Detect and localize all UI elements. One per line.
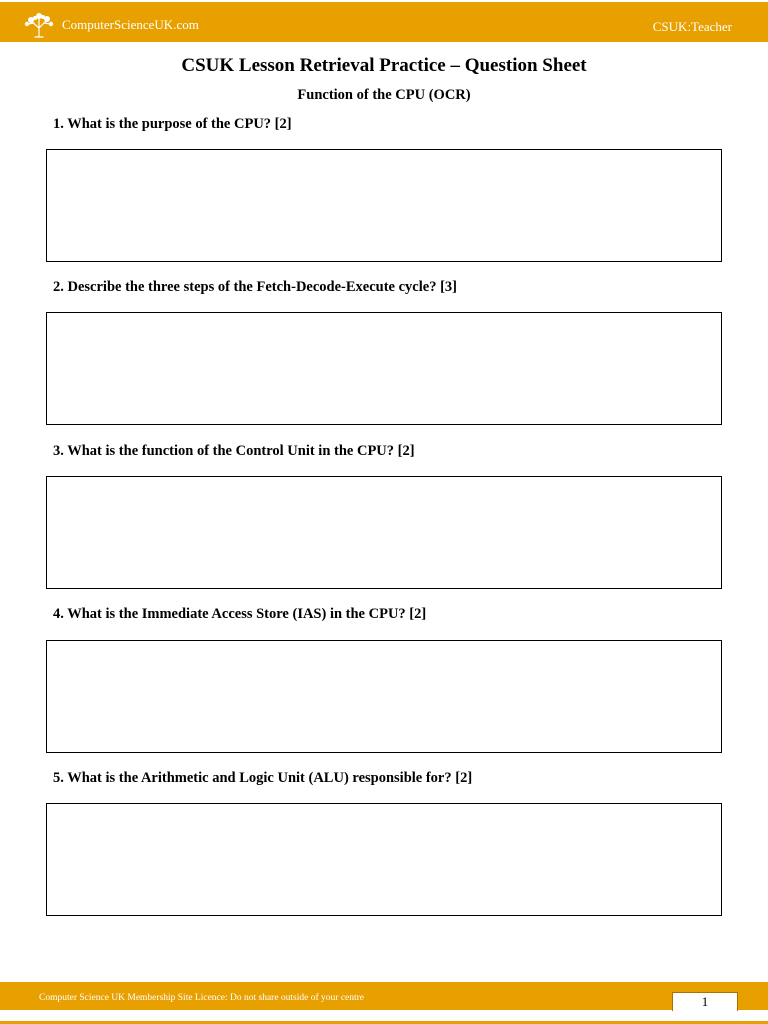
footer-bar	[0, 982, 768, 1010]
site-name[interactable]: ComputerScienceUK.com	[62, 17, 199, 32]
header-bar	[0, 2, 768, 42]
answer-box-3[interactable]	[46, 476, 722, 589]
answer-box-5[interactable]	[46, 803, 722, 916]
tree-logo-icon	[22, 12, 56, 38]
page-title: CSUK Lesson Retrieval Practice – Question Sheet	[181, 55, 587, 76]
question-2: 2. Describe the three steps of the Fetch-Decode-Execute cycle? [3]	[53, 279, 457, 295]
page-number: 1	[672, 992, 738, 1011]
question-5: 5. What is the Arithmetic and Logic Unit (ALU) responsible for? [2]	[53, 770, 473, 786]
answer-box-4[interactable]	[46, 640, 722, 753]
question-4: 4. What is the Immediate Access Store (IAS) in the CPU? [2]	[53, 606, 427, 622]
page-subtitle: Function of the CPU (OCR)	[297, 87, 471, 103]
header-user-label: CSUK:Teacher	[652, 19, 732, 34]
answer-box-2[interactable]	[46, 312, 722, 425]
question-1: 1. What is the purpose of the CPU? [2]	[53, 116, 292, 132]
answer-box-1[interactable]	[46, 149, 722, 262]
footer-licence-text: Computer Science UK Membership Site Licence: Do not share outside of your centre	[39, 993, 365, 1003]
question-3: 3. What is the function of the Control Unit in the CPU? [2]	[53, 443, 415, 459]
